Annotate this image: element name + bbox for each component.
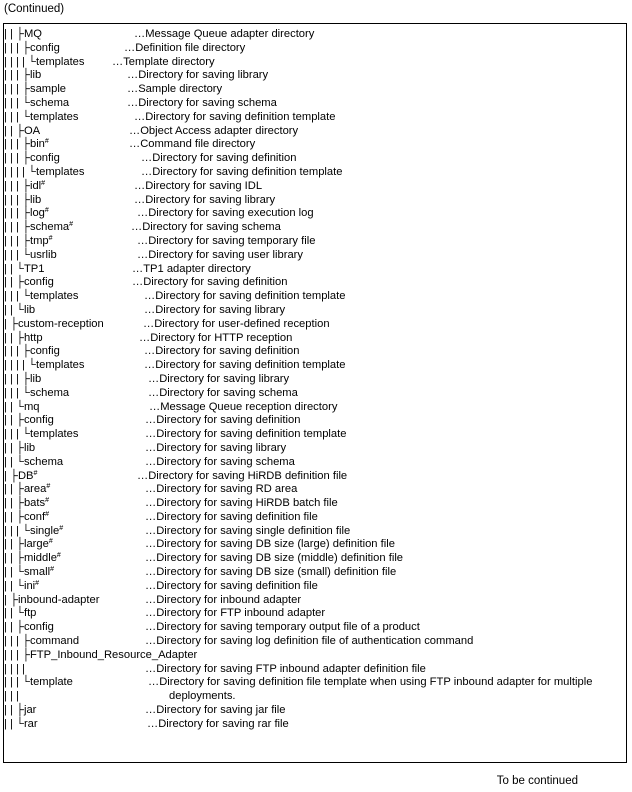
footnote-mark: # — [44, 207, 49, 215]
tree-row — [4, 304, 624, 318]
tree-row — [4, 290, 624, 304]
directory-path: | | └rar — [4, 717, 38, 730]
directory-description: …Directory for saving definition template — [144, 290, 346, 303]
directory-description: …Directory for saving definition — [141, 152, 297, 165]
directory-description: …Directory for saving definition — [132, 276, 288, 289]
directory-description: …TP1 adapter directory — [132, 262, 251, 275]
directory-path: | | └lib — [4, 303, 36, 316]
directory-path: | | | ├idl# — [4, 179, 46, 192]
tree-row — [4, 207, 624, 221]
tree-row — [4, 552, 624, 566]
directory-path: | | ├area# — [4, 483, 51, 496]
tree-row — [4, 194, 624, 208]
directory-path: | | | ├config — [4, 41, 60, 54]
tree-row — [4, 373, 624, 387]
directory-description: …Directory for saving FTP inbound adapter definition file — [145, 662, 426, 675]
directory-path: | | ├config — [4, 621, 54, 634]
tree-row — [4, 635, 624, 649]
directory-path: | | ├config — [4, 414, 54, 427]
footnote-mark: # — [45, 497, 50, 505]
directory-description: …Sample directory — [127, 83, 223, 96]
continued-header: (Continued) — [4, 3, 65, 15]
directory-description: …Directory for HTTP reception — [139, 331, 293, 344]
directory-description: …Directory for FTP inbound adapter — [145, 607, 326, 620]
tree-row — [4, 69, 624, 83]
directory-path: | | | ├lib — [4, 69, 42, 82]
tree-row — [4, 263, 624, 277]
directory-description: …Directory for saving definition template — [145, 428, 347, 441]
directory-description: …Directory for saving HiRDB batch file — [145, 497, 338, 510]
directory-path: | | ├bats# — [4, 497, 50, 510]
tree-row — [4, 483, 624, 497]
directory-description: …Directory for saving definition template — [141, 165, 343, 178]
directory-description: …Directory for saving jar file — [145, 704, 286, 717]
tree-row — [4, 538, 624, 552]
footnote-mark: # — [48, 234, 53, 242]
directory-description: …Directory for saving definition — [144, 345, 300, 358]
tree-row — [4, 414, 624, 428]
tree-row — [4, 235, 624, 249]
directory-path: | | | ├config — [4, 345, 60, 358]
directory-description: …Directory for saving RD area — [145, 483, 298, 496]
directory-description: …Template directory — [112, 55, 215, 68]
directory-path: | | | | └templates — [4, 165, 85, 178]
tree-row — [4, 690, 624, 704]
directory-path: | | | ├lib — [4, 193, 42, 206]
tree-row — [4, 428, 624, 442]
directory-path: | | ├config — [4, 276, 54, 289]
tree-row — [4, 649, 624, 663]
directory-description: …Directory for saving library — [134, 193, 276, 206]
directory-path: | | └mq — [4, 400, 40, 413]
tree-row — [4, 97, 624, 111]
to-be-continued-footer: To be continued — [496, 775, 578, 787]
tree-row — [4, 566, 624, 580]
directory-description: …Directory for saving schema — [145, 455, 295, 468]
directory-path: | | └small# — [4, 566, 54, 579]
directory-description: …Message Queue adapter directory — [134, 28, 315, 40]
footnote-mark: # — [44, 138, 49, 146]
directory-path: | | | └templates — [4, 428, 79, 441]
directory-description: …Directory for saving definition — [145, 414, 301, 427]
directory-description: …Directory for saving library — [144, 303, 286, 316]
directory-description: …Directory for saving HiRDB definition file — [137, 469, 348, 482]
directory-path: | | ├OA — [4, 124, 41, 137]
directory-path: | | | ├config — [4, 152, 60, 165]
description-continuation: deployments. — [169, 690, 236, 703]
tree-row — [4, 56, 624, 70]
tree-row — [4, 497, 624, 511]
directory-path: | | | └template — [4, 676, 73, 689]
directory-description: …Directory for saving definition file — [145, 510, 318, 523]
directory-path: | | | └single# — [4, 524, 64, 537]
directory-path: | ├inbound-adapter — [4, 593, 100, 606]
footnote-mark: # — [41, 179, 46, 187]
directory-description: …Directory for saving definition file — [145, 579, 318, 592]
footnote-mark: # — [59, 524, 64, 532]
directory-path: | | └schema — [4, 455, 64, 468]
directory-description: …Directory for saving DB size (middle) definition file — [145, 552, 404, 565]
directory-description: …Directory for saving temporary output file of a product — [145, 621, 420, 634]
tree-row — [4, 276, 624, 290]
directory-path: | | | └templates — [4, 110, 79, 123]
directory-path: | | | ├FTP_Inbound_Resource_Adapter — [4, 648, 198, 661]
directory-path: | ├custom-reception — [4, 317, 104, 330]
directory-path: | | ├http — [4, 331, 43, 344]
directory-path: | | | └schema — [4, 386, 70, 399]
tree-row — [4, 152, 624, 166]
directory-path: | | ├middle# — [4, 552, 61, 565]
directory-description: …Directory for saving execution log — [137, 207, 314, 220]
directory-path: | | | └templates — [4, 290, 79, 303]
footnote-mark: # — [56, 552, 61, 560]
directory-path: | | | | └templates — [4, 359, 85, 372]
directory-description: …Directory for saving library — [148, 372, 290, 385]
directory-path: | | | | — [4, 662, 25, 675]
directory-description: …Directory for saving definition template — [134, 110, 336, 123]
footnote-mark: # — [46, 483, 51, 491]
tree-row — [4, 470, 624, 484]
footnote-mark: # — [35, 579, 40, 587]
directory-path: | | ├large# — [4, 538, 53, 551]
directory-description: …Directory for saving rar file — [147, 717, 289, 730]
directory-path: | | | ├command — [4, 635, 80, 648]
directory-description: …Directory for saving user library — [137, 248, 303, 261]
directory-description: …Directory for inbound adapter — [145, 593, 302, 606]
directory-path: | | | ├log# — [4, 207, 49, 220]
tree-row — [4, 401, 624, 415]
directory-path: | | ├lib — [4, 441, 36, 454]
directory-description: …Directory for saving IDL — [134, 179, 263, 192]
tree-row — [4, 580, 624, 594]
directory-description: …Directory for user-defined reception — [143, 317, 330, 330]
directory-description: …Directory for saving schema — [127, 96, 277, 109]
directory-path: | | | ├lib — [4, 372, 42, 385]
tree-row — [4, 28, 624, 42]
tree-row — [4, 442, 624, 456]
directory-path: | | | | └templates — [4, 55, 85, 68]
tree-row — [4, 511, 624, 525]
tree-row — [4, 111, 624, 125]
tree-row — [4, 704, 624, 718]
tree-row — [4, 249, 624, 263]
directory-description: …Directory for saving schema — [148, 386, 298, 399]
tree-row — [4, 663, 624, 677]
directory-path: | | | ├sample — [4, 83, 67, 96]
directory-path: | | └ini# — [4, 579, 40, 592]
directory-description: …Directory for saving DB size (large) definition file — [145, 538, 395, 551]
directory-path: | | | └schema — [4, 96, 70, 109]
directory-description: …Directory for saving library — [145, 441, 287, 454]
directory-path: | | ├jar — [4, 704, 37, 717]
tree-row — [4, 718, 624, 732]
tree-row — [4, 676, 624, 690]
directory-description: …Directory for saving definition file template when using FTP inbound adapter for multiple — [148, 676, 593, 689]
directory-description: …Directory for saving single definition file — [145, 524, 351, 537]
directory-path: | | └TP1 — [4, 262, 45, 275]
directory-path: | | ├MQ — [4, 28, 42, 40]
directory-description: …Directory for saving schema — [131, 221, 281, 234]
directory-description: …Object Access adapter directory — [129, 124, 299, 137]
directory-description: …Definition file directory — [124, 41, 246, 54]
tree-row — [4, 125, 624, 139]
directory-path: | | ├conf# — [4, 510, 50, 523]
tree-row — [4, 345, 624, 359]
directory-path: | | | ├tmp# — [4, 234, 53, 247]
tree-row — [4, 525, 624, 539]
tree-row — [4, 607, 624, 621]
tree-row — [4, 456, 624, 470]
directory-description: …Directory for saving log definition file of authentication command — [145, 635, 474, 648]
tree-row — [4, 594, 624, 608]
footnote-mark: # — [33, 469, 38, 477]
directory-tree — [4, 28, 624, 732]
footnote-mark: # — [45, 510, 50, 518]
tree-row — [4, 387, 624, 401]
directory-path: | | | ├bin# — [4, 138, 49, 151]
directory-path: | ├DB# — [4, 469, 38, 482]
directory-description: …Directory for saving definition template — [144, 359, 346, 372]
tree-row — [4, 318, 624, 332]
directory-description: …Directory for saving DB size (small) definition file — [145, 566, 397, 579]
tree-row — [4, 359, 624, 373]
tree-row — [4, 138, 624, 152]
directory-path: | | | — [4, 690, 19, 703]
directory-path: | | | └usrlib — [4, 248, 57, 261]
tree-row — [4, 221, 624, 235]
directory-description: …Directory for saving temporary file — [137, 234, 316, 247]
tree-row — [4, 621, 624, 635]
footnote-mark: # — [48, 538, 53, 546]
directory-path: | | └ftp — [4, 607, 37, 620]
tree-row — [4, 332, 624, 346]
directory-description: …Directory for saving library — [127, 69, 269, 82]
footnote-mark: # — [69, 221, 74, 229]
tree-row — [4, 42, 624, 56]
tree-row — [4, 166, 624, 180]
directory-path: | | | ├schema# — [4, 221, 74, 234]
directory-description: …Command file directory — [129, 138, 256, 151]
footnote-mark: # — [50, 566, 54, 574]
tree-row — [4, 83, 624, 97]
tree-row — [4, 180, 624, 194]
directory-description: …Message Queue reception directory — [149, 400, 338, 413]
